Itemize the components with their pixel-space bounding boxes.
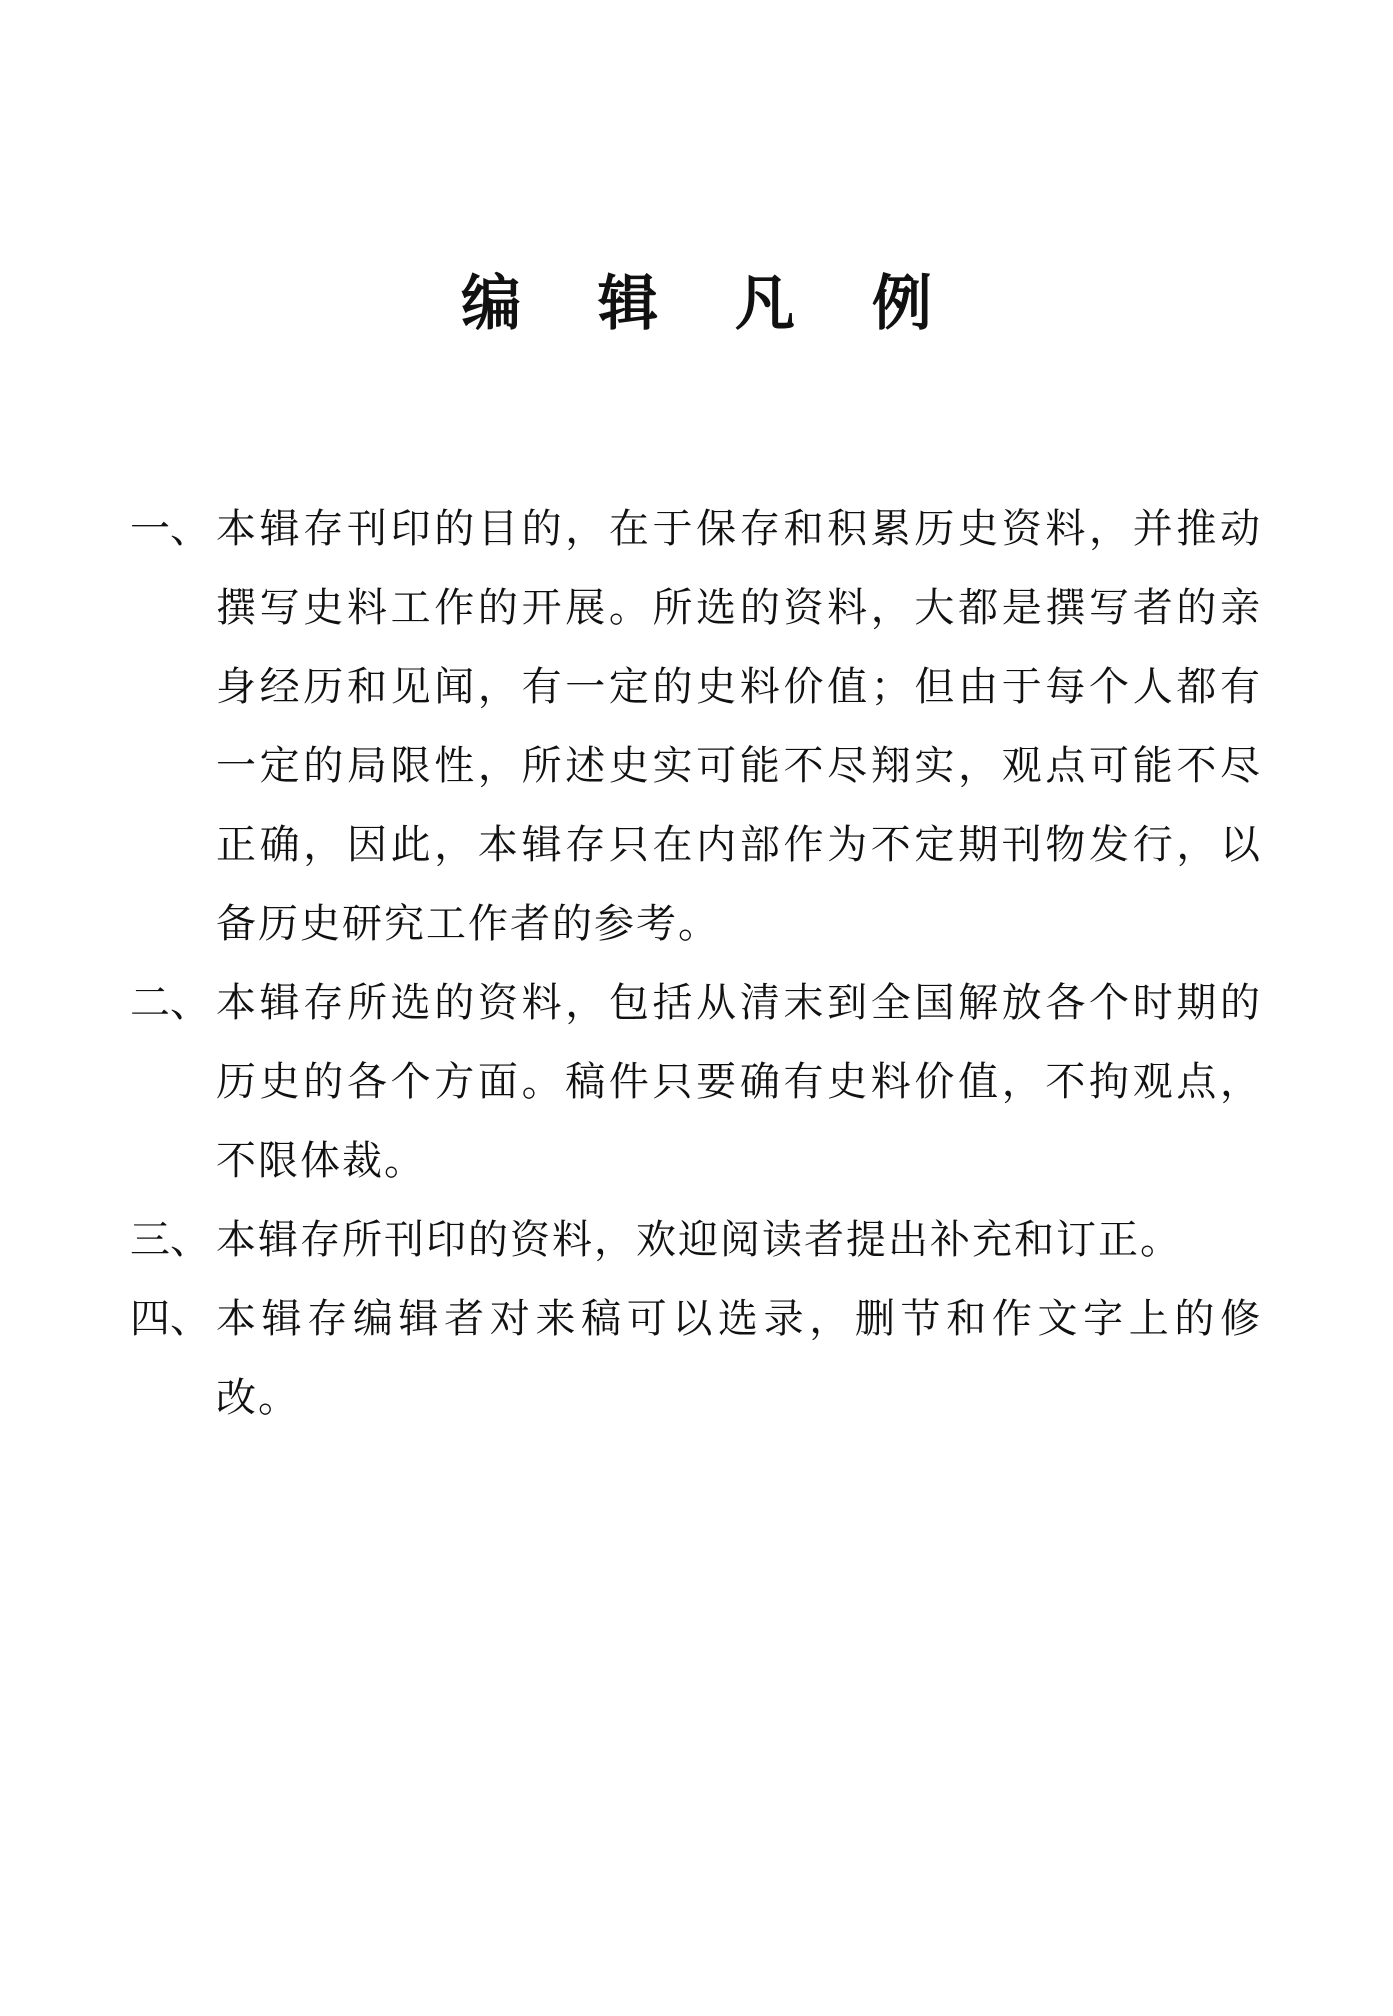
rule-text: 本辑存刊印的目的，在于保存和积累历史资料，并推动撰写史料工作的开展。所选的资料，大都是撰写者的亲身经历和见闻，有一定的史料价值；但由于每个人都有一定的局限性，所述史实可能不尽翔实，观点可能不尽正确，因此，本辑存只在内部作为不定期刊物发行，以备历史研究工作者的参考。 xyxy=(216,506,1262,947)
page-title: 编 辑 凡 例 xyxy=(461,269,960,339)
rule-text: 本辑存所刊印的资料，欢迎阅读者提出补充和订正。 xyxy=(216,1217,1182,1263)
rule-text: 本辑存所选的资料，包括从清末到全国解放各个时期的历史的各个方面。稿件只要确有史料价值，不拘观点，不限体裁。 xyxy=(216,980,1262,1184)
rule-number: 四、 xyxy=(130,1296,210,1342)
rule-item-4 xyxy=(130,1280,1262,1438)
rule-text: 本辑存编辑者对来稿可以选录，删节和作文字上的修改。 xyxy=(216,1296,1262,1421)
rule-item-2 xyxy=(130,964,1262,1201)
rule-number: 二、 xyxy=(130,980,210,1026)
rule-item-3 xyxy=(130,1201,1262,1280)
rule-item-1 xyxy=(130,490,1262,964)
rule-number: 一、 xyxy=(130,506,210,552)
rule-number: 三、 xyxy=(130,1217,210,1263)
editorial-rules-list xyxy=(130,490,1262,1438)
